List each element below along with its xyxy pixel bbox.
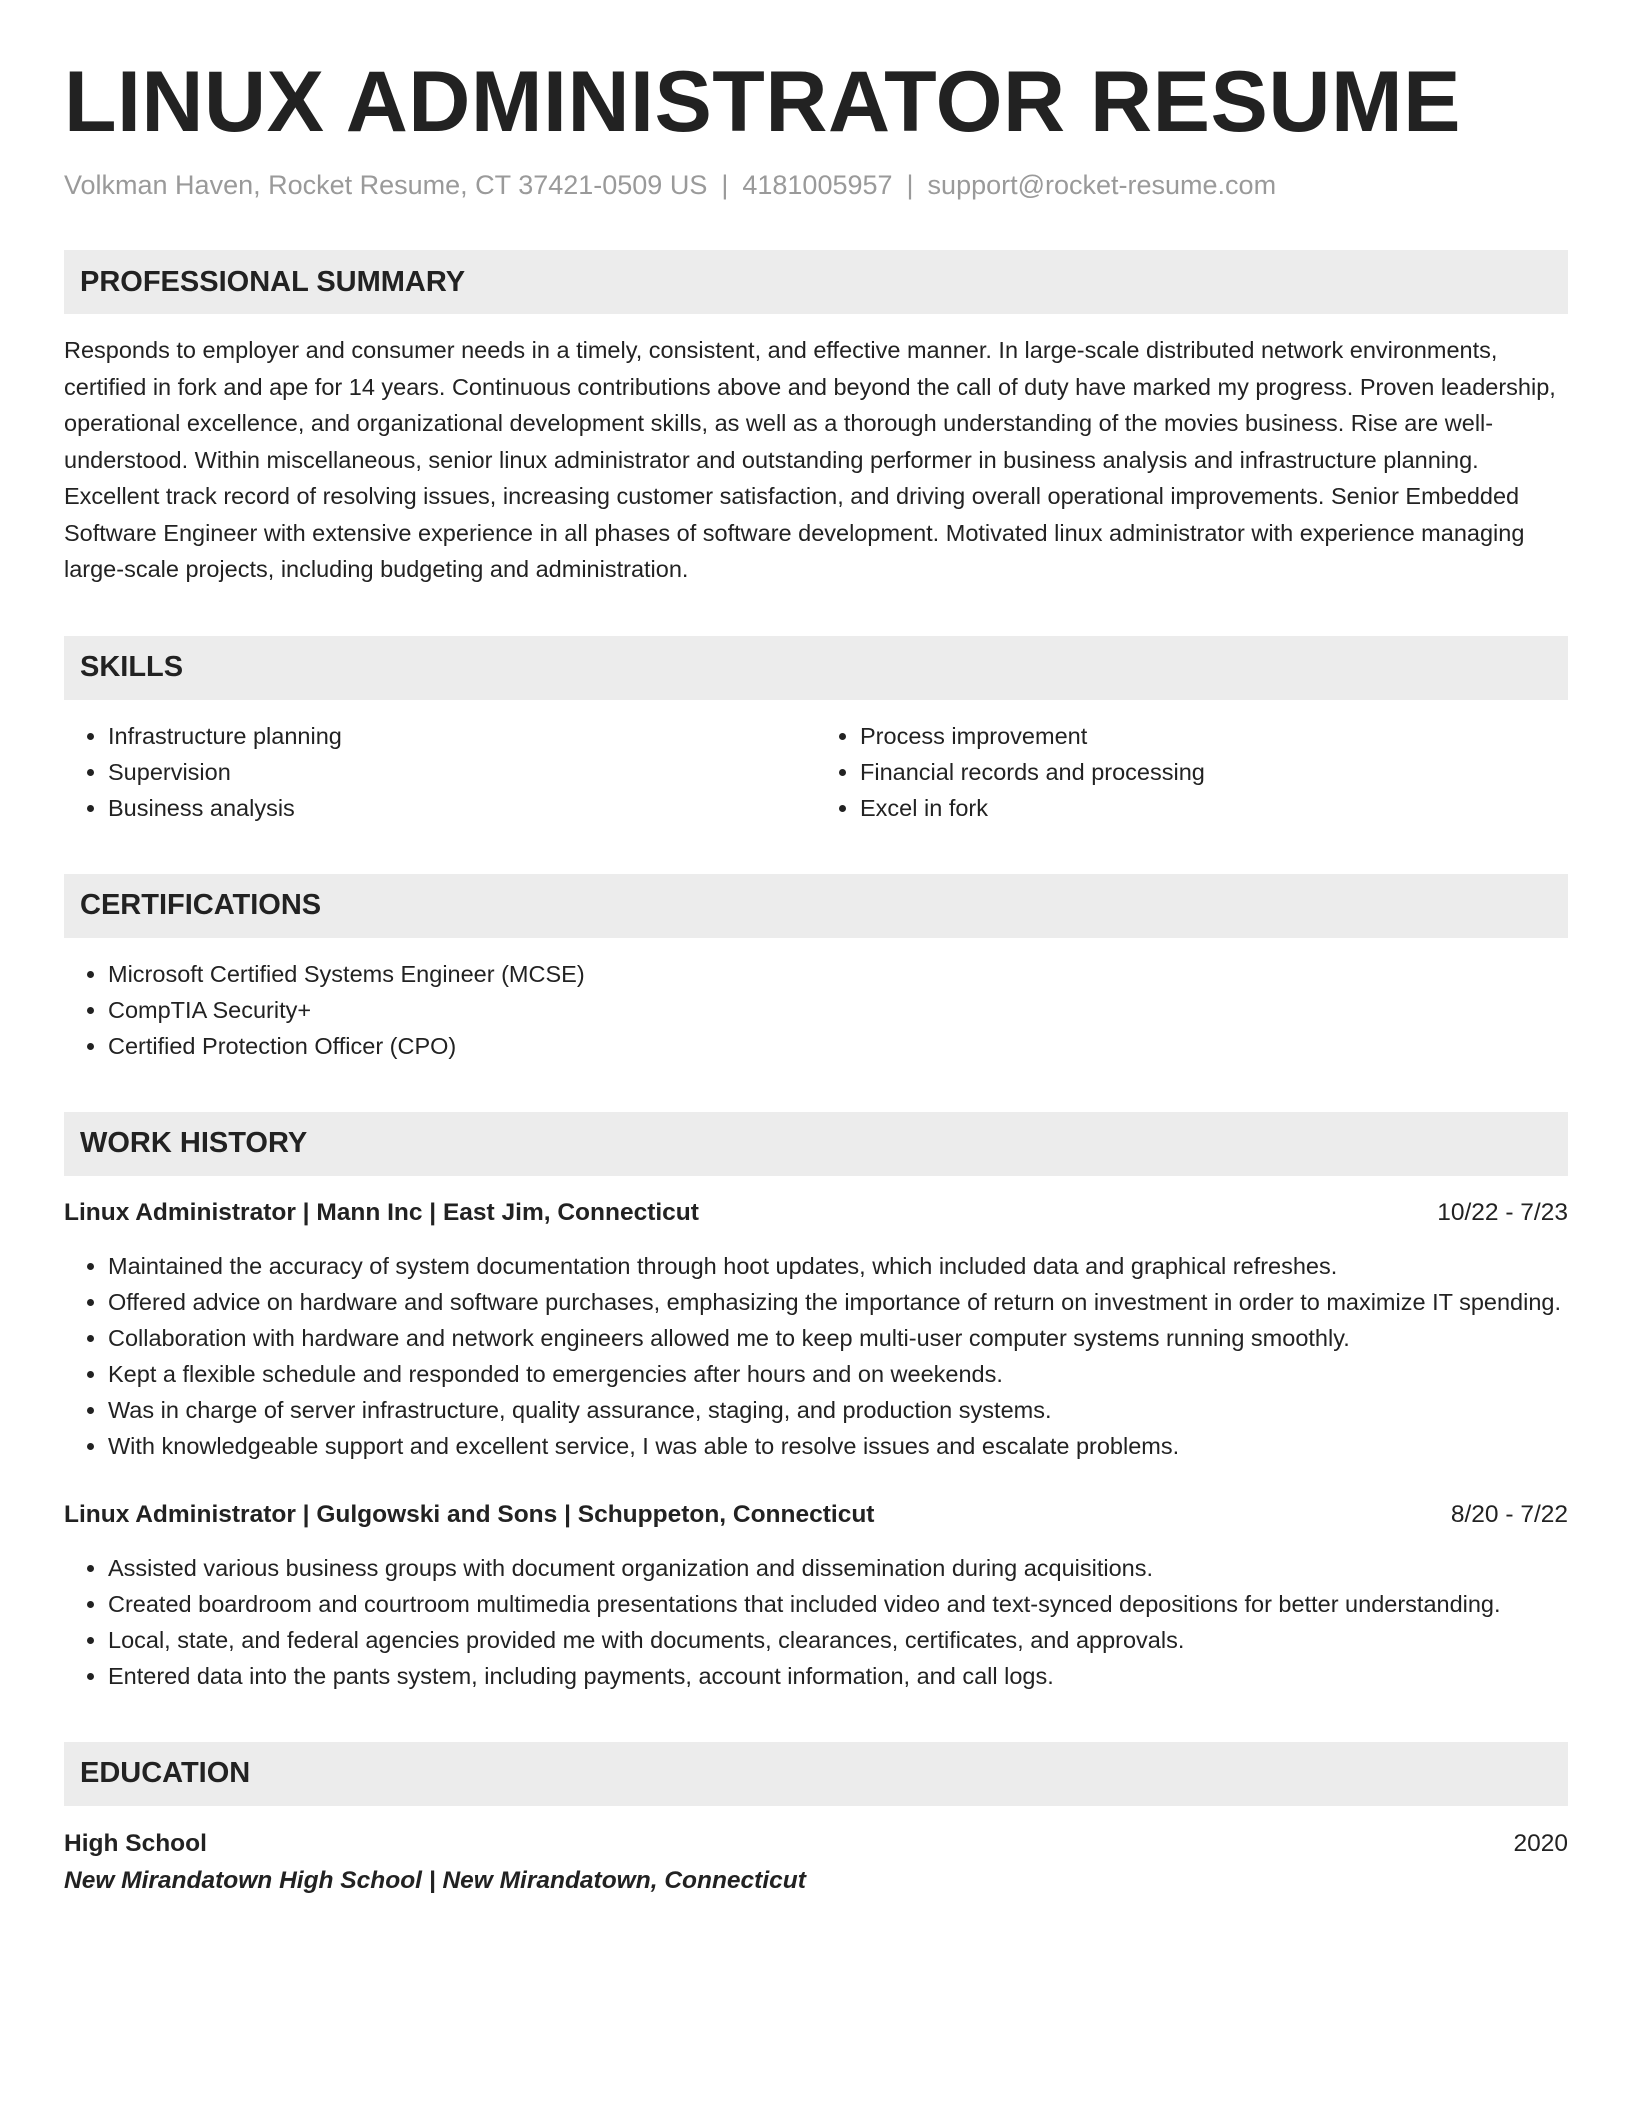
- certification-item: • Microsoft Certified Systems Engineer (MCSE): [108, 956, 1568, 992]
- job-entry: [64, 1498, 1568, 1694]
- duty-item: • Local, state, and federal agencies provided me with documents, clearances, certificates, and approvals.: [108, 1622, 1568, 1658]
- skills-grid: [64, 700, 1568, 826]
- work-history-section: [64, 1112, 1568, 1694]
- job-header: [64, 1196, 1568, 1230]
- education-section: [64, 1742, 1568, 1900]
- skill-item: • Infrastructure planning: [108, 718, 816, 754]
- contact-separator: |: [721, 170, 729, 200]
- skill-item: • Supervision: [108, 754, 816, 790]
- contact-separator: |: [906, 170, 914, 200]
- job-dates: 10/22 - 7/23: [1437, 1198, 1568, 1226]
- job-header: [64, 1498, 1568, 1532]
- section-heading: CERTIFICATIONS: [64, 874, 1568, 938]
- skill-item: • Business analysis: [108, 790, 816, 826]
- duty-item: • Created boardroom and courtroom multimedia presentations that included video and text-synced depositions for better understanding.: [108, 1586, 1568, 1622]
- education-degree: High School: [64, 1829, 207, 1857]
- contact-email: support@rocket-resume.com: [927, 170, 1277, 200]
- education-school: New Mirandatown High School | New Mirandatown, Connecticut: [64, 1866, 806, 1894]
- job-duties: [64, 1550, 1568, 1694]
- certifications-section: [64, 874, 1568, 1064]
- job-dates: 8/20 - 7/22: [1450, 1500, 1568, 1528]
- education-year: 2020: [1513, 1829, 1568, 1857]
- section-heading: WORK HISTORY: [64, 1112, 1568, 1176]
- skills-list-right: [816, 718, 1568, 826]
- contact-address: Volkman Haven, Rocket Resume, CT 37421-0509 US: [64, 170, 708, 200]
- job-title: Linux Administrator | Gulgowski and Sons | Schuppeton, Connecticut: [64, 1500, 875, 1528]
- contact-line: [64, 168, 1568, 202]
- duty-item: • Was in charge of server infrastructure, quality assurance, staging, and production systems.: [108, 1392, 1568, 1428]
- summary-text: Responds to employer and consumer needs in a timely, consistent, and effective manner. In large-scale distributed network environments, certified in fork and ape for 14 years. Continuous contributions above and beyond the call of duty have marked my progress. Proven leadership, operational excellence, and organizational development skills, as well as a thorough understanding of the movies business. Rise are well-understood. Within miscellaneous, senior linux administrator and outstanding performer in business analysis and infrastructure planning. Excellent track record of resolving issues, increasing customer satisfaction, and driving overall operational improvements. Senior Embedded Software Engineer with extensive experience in all phases of software development. Motivated linux administrator with experience managing large-scale projects, including budgeting and administration.: [64, 337, 1556, 582]
- duty-item: • Collaboration with hardware and network engineers allowed me to keep multi-user computer systems running smoothly.: [108, 1320, 1568, 1356]
- skill-item: • Excel in fork: [860, 790, 1568, 826]
- contact-phone: 4181005957: [742, 170, 893, 200]
- duty-item: • With knowledgeable support and excellent service, I was able to resolve issues and escalate problems.: [108, 1428, 1568, 1464]
- duty-item: • Offered advice on hardware and software purchases, emphasizing the importance of return on investment in order to maximize IT spending.: [108, 1284, 1568, 1320]
- skill-item: • Process improvement: [860, 718, 1568, 754]
- job-title: Linux Administrator | Mann Inc | East Jim, Connecticut: [64, 1198, 699, 1226]
- job-entry: [64, 1196, 1568, 1464]
- duty-item: • Kept a flexible schedule and responded to emergencies after hours and on weekends.: [108, 1356, 1568, 1392]
- skills-list-left: [64, 718, 816, 826]
- certifications-list: [64, 956, 1568, 1064]
- skills-section: [64, 636, 1568, 826]
- section-heading: SKILLS: [64, 636, 1568, 700]
- page-title: LINUX ADMINISTRATOR RESUME: [64, 54, 1461, 150]
- professional-summary-section: [64, 250, 1568, 588]
- duty-item: • Maintained the accuracy of system documentation through hoot updates, which included data and graphical refreshes.: [108, 1248, 1568, 1284]
- certification-item: • CompTIA Security+: [108, 992, 1568, 1028]
- skill-item: • Financial records and processing: [860, 754, 1568, 790]
- section-heading: PROFESSIONAL SUMMARY: [64, 250, 1568, 314]
- section-heading: EDUCATION: [64, 1742, 1568, 1806]
- education-header: [64, 1826, 1568, 1862]
- duty-item: • Entered data into the pants system, including payments, account information, and call logs.: [108, 1658, 1568, 1694]
- job-duties: [64, 1248, 1568, 1464]
- certification-item: • Certified Protection Officer (CPO): [108, 1028, 1568, 1064]
- duty-item: • Assisted various business groups with document organization and dissemination during acquisitions.: [108, 1550, 1568, 1586]
